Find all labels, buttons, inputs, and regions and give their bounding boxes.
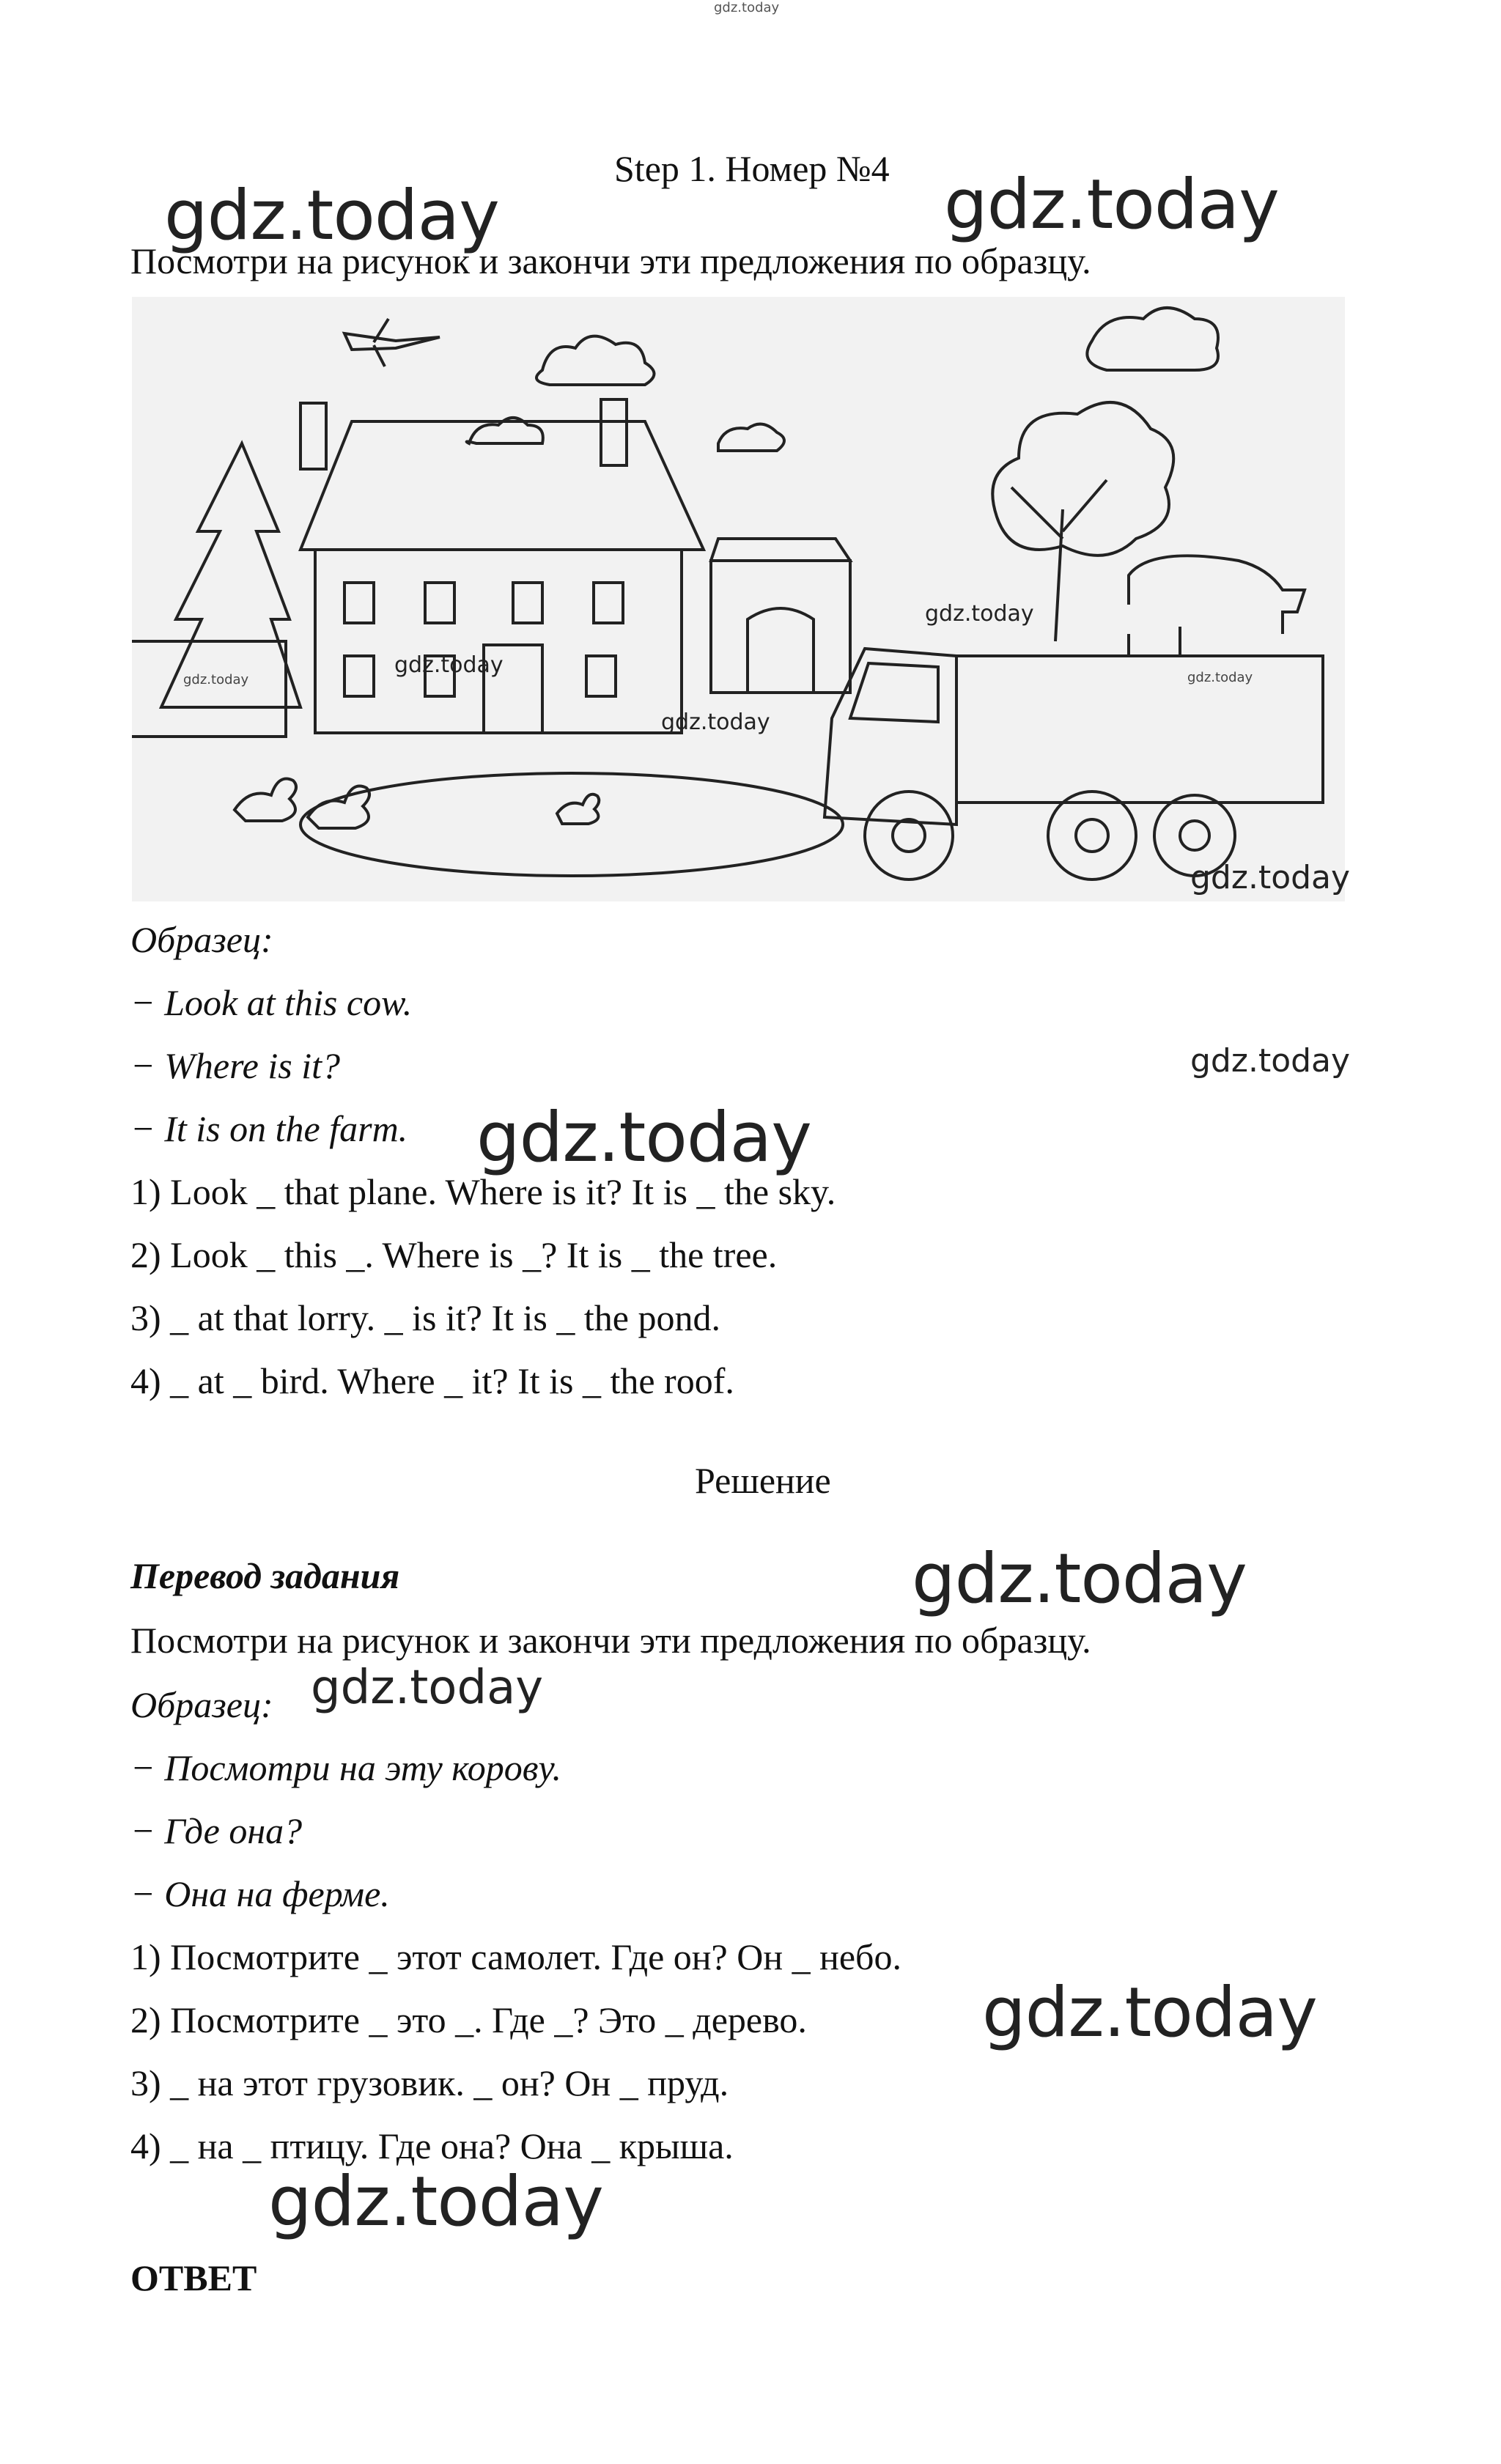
translation-example-line: − Посмотри на эту корову.: [130, 1747, 562, 1788]
translation-example-line: − Она на ферме.: [130, 1873, 390, 1914]
translation-example-label: Образец:: [130, 1684, 273, 1725]
header-watermark: gdz.today: [714, 0, 780, 15]
watermark: gdz.today: [944, 165, 1279, 245]
translation-task-line: 4) _ на _ птицу. Где она? Она _ крыша.: [130, 2125, 734, 2166]
watermark: gdz.today: [394, 652, 504, 678]
task-line: 4) _ at _ bird. Where _ it? It is _ the roof.: [130, 1360, 734, 1401]
translation-instruction: Посмотри на рисунок и закончи эти предложения по образцу.: [130, 1620, 1091, 1661]
translation-heading: Перевод задания: [130, 1555, 400, 1596]
page-title: Step 1. Номер №4: [614, 148, 890, 189]
watermark: gdz.today: [1187, 670, 1253, 685]
watermark: gdz.today: [164, 176, 499, 256]
watermark: gdz.today: [912, 1539, 1247, 1619]
watermark: gdz.today: [1190, 1042, 1351, 1080]
example-line: − It is on the farm.: [130, 1108, 408, 1149]
farm-illustration: [132, 297, 1345, 901]
example-line: − Look at this cow.: [130, 982, 413, 1023]
watermark: gdz.today: [661, 709, 770, 735]
watermark: gdz.today: [268, 2162, 603, 2242]
task-line: 1) Look _ that plane. Where is it? It is _ the sky.: [130, 1171, 836, 1212]
watermark: gdz.today: [311, 1661, 544, 1715]
watermark: gdz.today: [183, 672, 249, 687]
translation-task-line: 2) Посмотрите _ это _. Где _? Это _ дерево.: [130, 1999, 807, 2040]
watermark: gdz.today: [925, 601, 1034, 627]
translation-task-line: 1) Посмотрите _ этот самолет. Где он? Он _ небо.: [130, 1936, 901, 1977]
solution-heading: Решение: [695, 1460, 831, 1501]
watermark: gdz.today: [476, 1098, 811, 1178]
example-label: Образец:: [130, 919, 273, 960]
translation-task-line: 3) _ на этот грузовик. _ он? Он _ пруд.: [130, 2062, 729, 2103]
watermark: gdz.today: [982, 1973, 1317, 2053]
example-line: − Where is it?: [130, 1045, 341, 1086]
instruction: Посмотри на рисунок и закончи эти предложения по образцу.: [130, 240, 1091, 281]
watermark: gdz.today: [1190, 859, 1351, 896]
task-line: 3) _ at that lorry. _ is it? It is _ the pond.: [130, 1297, 720, 1338]
task-line: 2) Look _ this _. Where is _? It is _ the tree.: [130, 1234, 778, 1275]
translation-example-line: − Где она?: [130, 1810, 303, 1851]
answer-heading: ОТВЕТ: [130, 2257, 257, 2298]
